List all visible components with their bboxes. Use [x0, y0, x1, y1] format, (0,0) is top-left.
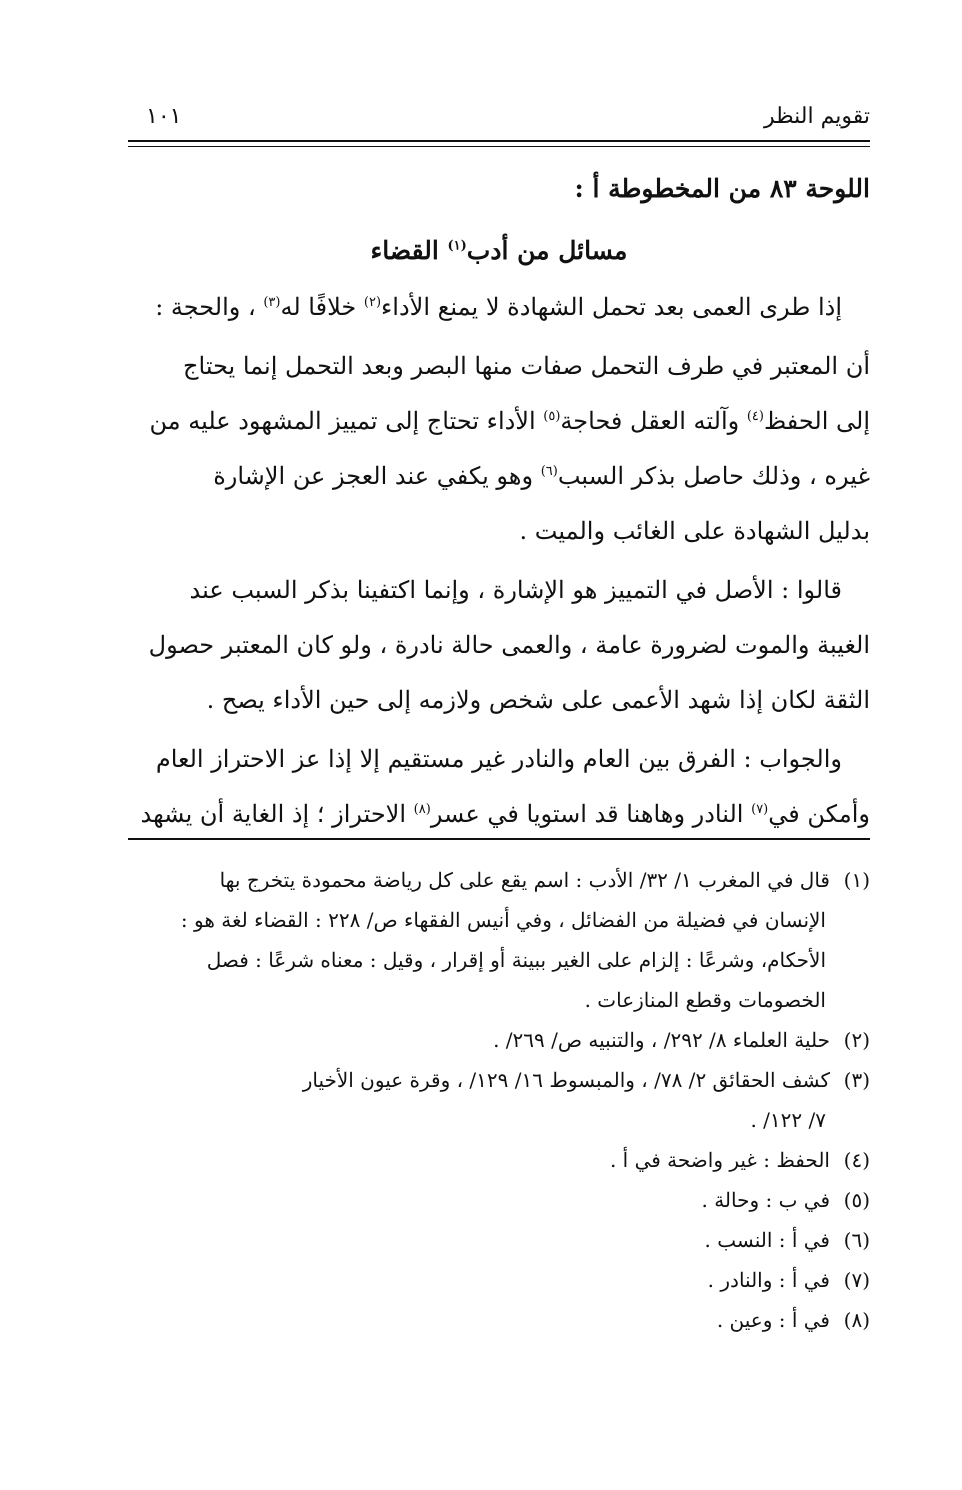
- text-run: وأمكن في: [768, 800, 870, 828]
- section-subheading: [128, 230, 870, 272]
- paragraph-1: [128, 280, 870, 335]
- text-run: خلافًا له: [280, 293, 364, 321]
- text-run: الاحتراز ؛ إذ الغاية أن يشهد: [140, 800, 414, 828]
- footnote-3-line: ٧/ ١٢٢/ .: [750, 1108, 826, 1132]
- footnote-number: (١): [843, 868, 870, 892]
- text-run: غيره ، وذلك حاصل بذكر السبب: [557, 462, 870, 490]
- footnote-1-line: الخصومات وقطع المنازعات .: [584, 988, 826, 1012]
- subheading-text-a: مسائل من أدب: [466, 236, 628, 265]
- footnote-ref-5: (٥): [543, 409, 561, 424]
- paragraph-2: [128, 339, 870, 559]
- header-rule: [128, 140, 870, 142]
- footnote-number: (٢): [843, 1028, 870, 1052]
- footnote-2: [128, 1020, 870, 1060]
- footnote-text: في أ : وعين .: [716, 1308, 830, 1332]
- footnote-number: (٦): [843, 1228, 870, 1252]
- text-run: النادر وهاهنا قد استويا في عسر: [430, 800, 752, 828]
- footnote-ref-6: (٦): [540, 464, 558, 479]
- footnote-text: الحفظ : غير واضحة في أ .: [609, 1148, 830, 1172]
- paragraph-line: [128, 787, 870, 842]
- footnote-ref-7: (٧): [751, 802, 769, 817]
- paragraph-line: [128, 449, 870, 504]
- paragraph-line: الثقة لكان إذا شهد الأعمى على شخص ولازمه إلى حين الأداء يصح .: [206, 686, 870, 714]
- paragraph-4: [128, 732, 870, 842]
- footnote-number: (٤): [843, 1148, 870, 1172]
- footnote-text: في ب : وحالة .: [701, 1188, 830, 1212]
- text-run: وآلته العقل فحاجة: [560, 407, 747, 435]
- footnote-text: في أ : والنادر .: [707, 1268, 830, 1292]
- paragraph-line: والجواب : الفرق بين العام والنادر غير مستقيم إلا إذا عز الاحتراز العام: [155, 745, 842, 773]
- text-run: إلى الحفظ: [763, 407, 870, 435]
- footnote-ref-1: (١): [447, 238, 467, 254]
- footnote-ref-2: (٢): [363, 295, 382, 310]
- section-heading: اللوحة ٨٣ من المخطوطة أ :: [574, 174, 870, 203]
- footnote-text: قال في المغرب ١/ ٣٢/ الأدب : اسم يقع على كل رياضة محمودة يتخرج بها: [219, 868, 830, 892]
- footnotes: [128, 860, 870, 1340]
- footnote-6: [128, 1220, 870, 1260]
- footnote-5: [128, 1180, 870, 1220]
- paragraph-line: أن المعتبر في طرف التحمل صفات منها البصر وبعد التحمل إنما يحتاج: [183, 352, 870, 380]
- paragraph-3: [128, 563, 870, 728]
- footnote-1-line: الأحكام، وشرعًا : إلزام على الغير ببينة أو إقرار ، وقيل : معناه شرعًا : فصل: [206, 948, 826, 972]
- footnote-4: [128, 1140, 870, 1180]
- page-number: ١٠١: [146, 104, 182, 129]
- footnote-3: [128, 1060, 870, 1100]
- footnote-ref-3: (٣): [263, 295, 281, 310]
- paragraph-line: [128, 280, 870, 335]
- footnote-text: كشف الحقائق ٢/ ٧٨/ ، والمبسوط ١٦/ ١٢٩/ ، وقرة عيون الأخيار: [302, 1068, 830, 1092]
- header-rule-thin: [128, 146, 870, 147]
- footnote-number: (٨): [843, 1308, 870, 1332]
- footnote-separator: [128, 838, 870, 840]
- text-run: ، والحجة :: [155, 293, 264, 321]
- footnote-7: [128, 1260, 870, 1300]
- paragraph-line: قالوا : الأصل في التمييز هو الإشارة ، وإنما اكتفينا بذكر السبب عند: [189, 576, 842, 604]
- book-title: تقويم النظر: [763, 104, 870, 129]
- footnote-1-line: الإنسان في فضيلة من الفضائل ، وفي أنيس الفقهاء ص/ ٢٢٨ : القضاء لغة هو :: [180, 908, 826, 932]
- footnote-8: [128, 1300, 870, 1340]
- footnote-number: (٣): [843, 1068, 870, 1092]
- footnote-text: في أ : النسب .: [704, 1228, 830, 1252]
- footnote-number: (٧): [843, 1268, 870, 1292]
- text-run: وهو يكفي عند العجز عن الإشارة: [213, 462, 541, 490]
- footnote-number: (٥): [843, 1188, 870, 1212]
- main-text: [128, 168, 870, 842]
- footnote-ref-8: (٨): [413, 802, 431, 817]
- text-run: إذا طرى العمى بعد تحمل الشهادة لا يمنع الأداء: [381, 293, 842, 321]
- running-header: [128, 104, 870, 134]
- footnote-1: [128, 860, 870, 900]
- paragraph-line: الغيبة والموت لضرورة عامة ، والعمى حالة نادرة ، ولو كان المعتبر حصول: [148, 631, 870, 659]
- paragraph-line: [128, 394, 870, 449]
- subheading-text-b: القضاء: [370, 236, 448, 265]
- footnote-ref-4: (٤): [746, 409, 764, 424]
- footnote-text: حلية العلماء ٨/ ٢٩٢/ ، والتنبيه ص/ ٢٦٩/ .: [493, 1028, 830, 1052]
- text-run: الأداء تحتاج إلى تمييز المشهود عليه من: [149, 407, 544, 435]
- paragraph-line: بدليل الشهادة على الغائب والميت .: [519, 517, 870, 545]
